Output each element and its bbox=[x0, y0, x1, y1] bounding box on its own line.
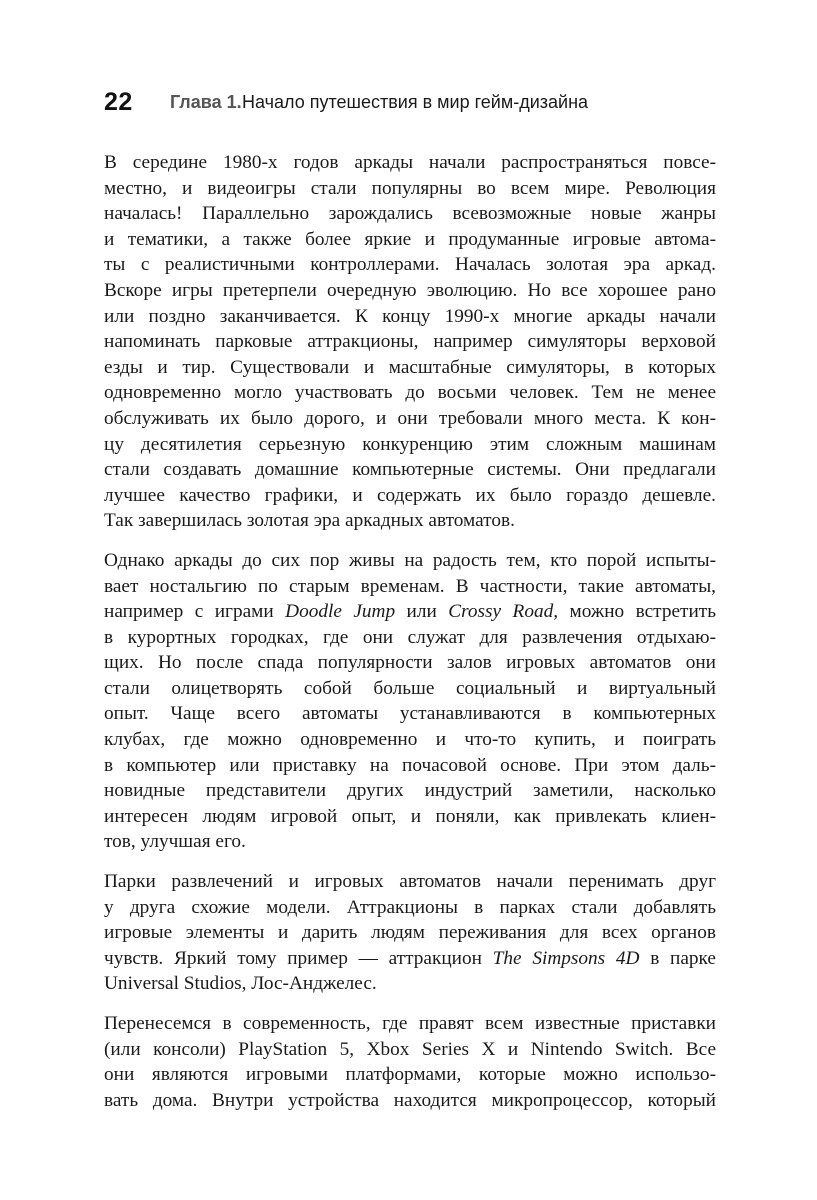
text-line: интересен людям игровой опыт, и поняли, как привлекать клиен- bbox=[104, 805, 716, 827]
text-line: напоминать парковые аттракционы, например симуляторы верховой bbox=[104, 331, 716, 353]
text-run: в парке bbox=[639, 947, 716, 969]
text-line: опыт. Чаще всего автоматы устанавливаются в компьютерных bbox=[104, 703, 716, 725]
text-line: они являются игровыми платформами, которые можно использо- bbox=[104, 1064, 716, 1086]
text-line-with-titles bbox=[104, 599, 716, 625]
text-line: Перенесемся в современность, где правят всем известные приставки bbox=[104, 1013, 716, 1034]
text-line: стали олицетворять собой больше социальный и виртуальный bbox=[104, 677, 716, 699]
text-line: игровые элементы и дарить людям переживания для всех органов bbox=[104, 922, 716, 944]
text-line: (или консоли) PlayStation 5, Xbox Series X и Nintendo Switch. Все bbox=[104, 1038, 716, 1060]
paragraph-4 bbox=[104, 1011, 716, 1113]
text-line: новидные представители других индустрий заметили, насколько bbox=[104, 780, 716, 802]
text-line: вает ностальгию по старым временам. В частности, такие автоматы, bbox=[104, 575, 716, 597]
text-line: одновременно могло участвовать до восьми человек. Тем не менее bbox=[104, 382, 716, 404]
text-line: Парки развлечений и игровых автоматов начали перенимать друг bbox=[104, 871, 716, 893]
text-line: В середине 1980-х годов аркады начали распространяться повсе- bbox=[104, 152, 716, 173]
text-line: обслуживать их было дорого, и они требовали много места. К кон- bbox=[104, 407, 716, 429]
game-title-crossy-road: Crossy Road, bbox=[448, 601, 559, 623]
text-line: Universal Studios, Лос-Анджелес. bbox=[104, 973, 377, 995]
running-head bbox=[104, 88, 724, 120]
text-line: вать дома. Внутри устройства находится микропроцессор, который bbox=[104, 1089, 716, 1111]
text-run: чувств. Яркий тому пример — аттракцион bbox=[104, 947, 493, 969]
text-line: у друга схожие модели. Аттракционы в парках стали добавлять bbox=[104, 896, 716, 918]
text-line: ты с реалистичными контроллерами. Началась золотая эра аркад. bbox=[104, 254, 716, 276]
chapter-label: Глава 1. bbox=[170, 92, 242, 112]
game-title-doodle-jump: Doodle Jump bbox=[285, 601, 396, 623]
text-line: цу десятилетия серьезную конкуренцию этим сложным машинам bbox=[104, 433, 716, 455]
text-line: лучшее качество графики, и содержать их было гораздо дешевле. bbox=[104, 484, 716, 506]
text-line: в компьютер или приставку на почасовой основе. При этом даль- bbox=[104, 754, 716, 776]
body-text bbox=[104, 150, 716, 1127]
text-line: Однако аркады до сих пор живы на радость тем, кто порой испыты- bbox=[104, 549, 716, 571]
text-line: или поздно заканчивается. К концу 1990-х многие аркады начали bbox=[104, 305, 716, 327]
text-line: стали создавать домашние компьютерные системы. Они предлагали bbox=[104, 459, 716, 481]
text-line: в курортных городках, где они служат для развлечения отдыхаю- bbox=[104, 626, 716, 648]
text-line: и тематики, а также более яркие и продуманные игровые автома- bbox=[104, 228, 716, 250]
paragraph-3 bbox=[104, 869, 716, 997]
text-line: щих. Но после спада популярности залов игровых автоматов они bbox=[104, 652, 716, 674]
paragraph-1 bbox=[104, 150, 716, 534]
text-line: Так завершилась золотая эра аркадных автоматов. bbox=[104, 510, 515, 532]
page-number: 22 bbox=[104, 88, 133, 116]
text-line: тов, улучшая его. bbox=[104, 831, 246, 853]
text-run: можно встретить bbox=[558, 601, 716, 623]
text-line: Вскоре игры претерпели очередную эволюцию. Но все хорошее рано bbox=[104, 279, 716, 301]
text-line: началась! Параллельно зарождались всевозможные новые жанры bbox=[104, 203, 716, 225]
text-line: езды и тир. Существовали и масштабные симуляторы, в которых bbox=[104, 356, 716, 378]
text-line: местно, и видеоигры стали популярны во всем мире. Революция bbox=[104, 177, 716, 199]
text-line-with-title bbox=[104, 946, 716, 972]
attraction-title: The Simpsons 4D bbox=[492, 947, 640, 969]
text-run: или bbox=[395, 601, 449, 623]
paragraph-2 bbox=[104, 548, 716, 855]
text-run: например с играми bbox=[104, 601, 286, 623]
chapter-title: Начало путешествия в мир гейм-дизайна bbox=[242, 92, 589, 112]
text-line: клубах, где можно одновременно и что-то купить, и поиграть bbox=[104, 729, 716, 751]
